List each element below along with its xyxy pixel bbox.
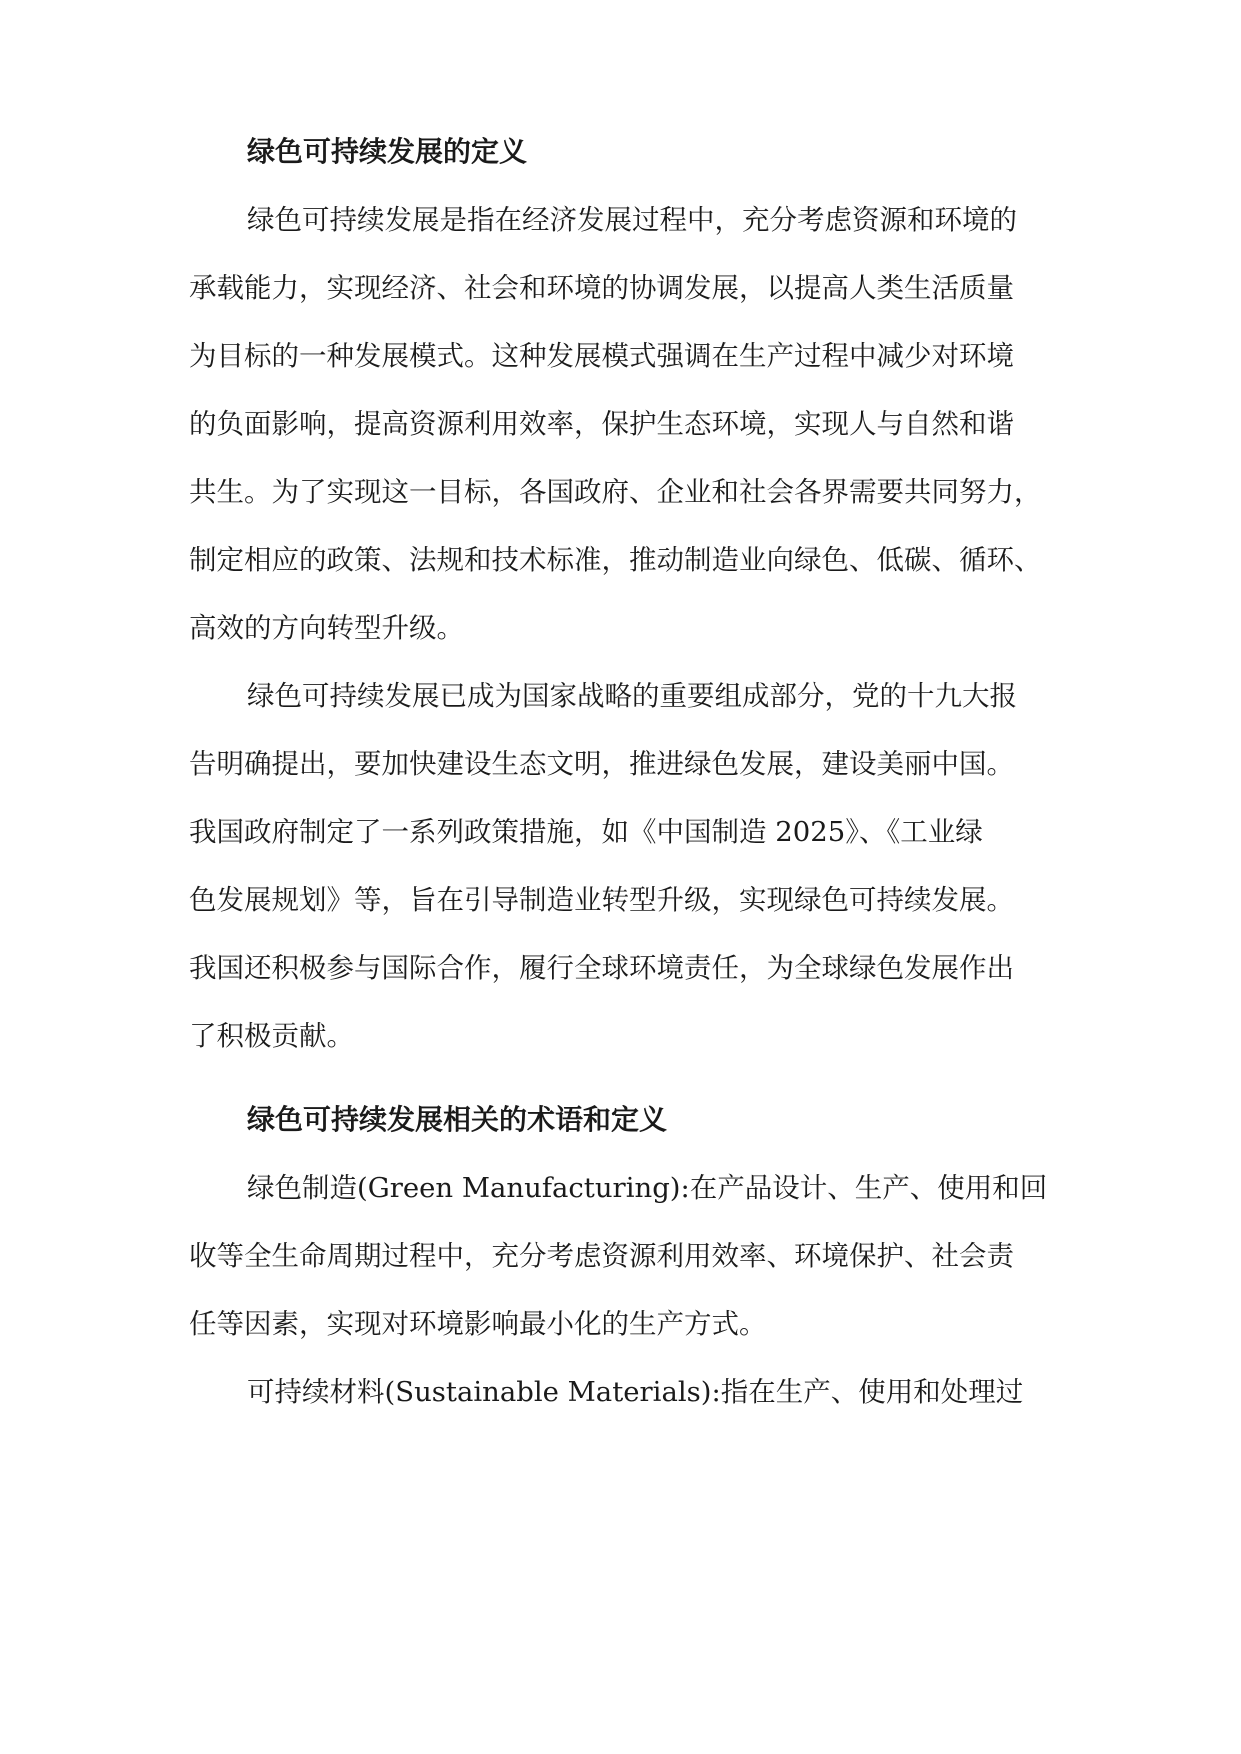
paragraph-line: 绿色制造(Green Manufacturing):在产品设计、生产、使用和回 xyxy=(247,1172,1048,1204)
paragraph-line: 的负面影响，提高资源利用效率，保护生态环境，实现人与自然和谐 xyxy=(189,408,1014,440)
paragraph-line: 收等全生命周期过程中，充分考虑资源利用效率、环境保护、社会责 xyxy=(189,1240,1014,1272)
paragraph-line: 共生。为了实现这一目标，各国政府、企业和社会各界需要共同努力， xyxy=(189,476,1042,508)
section-heading-definition: 绿色可持续发展的定义 xyxy=(247,135,528,168)
paragraph-line: 绿色可持续发展是指在经济发展过程中，充分考虑资源和环境的 xyxy=(247,204,1017,236)
paragraph-line: 为目标的一种发展模式。这种发展模式强调在生产过程中减少对环境 xyxy=(189,340,1014,372)
paragraph-line: 高效的方向转型升级。 xyxy=(189,612,464,644)
paragraph-line: 了积极贡献。 xyxy=(189,1020,354,1052)
paragraph-line: 承载能力，实现经济、社会和环境的协调发展，以提高人类生活质量 xyxy=(189,272,1014,304)
paragraph-line: 可持续材料(Sustainable Materials):指在生产、使用和处理过 xyxy=(247,1376,1024,1408)
paragraph-line: 制定相应的政策、法规和技术标准，推动制造业向绿色、低碳、循环、 xyxy=(189,544,1042,576)
paragraph-line: 我国政府制定了一系列政策措施，如《中国制造 2025》、《工业绿 xyxy=(189,816,983,848)
paragraph-line: 绿色可持续发展已成为国家战略的重要组成部分，党的十九大报 xyxy=(247,680,1017,712)
section-heading-terms: 绿色可持续发展相关的术语和定义 xyxy=(247,1103,668,1136)
paragraph-line: 告明确提出，要加快建设生态文明，推进绿色发展，建设美丽中国。 xyxy=(189,748,1014,780)
paragraph-line: 我国还积极参与国际合作，履行全球环境责任，为全球绿色发展作出 xyxy=(189,952,1014,984)
paragraph-line: 色发展规划》等，旨在引导制造业转型升级，实现绿色可持续发展。 xyxy=(189,884,1014,916)
paragraph-line: 任等因素，实现对环境影响最小化的生产方式。 xyxy=(189,1308,767,1340)
